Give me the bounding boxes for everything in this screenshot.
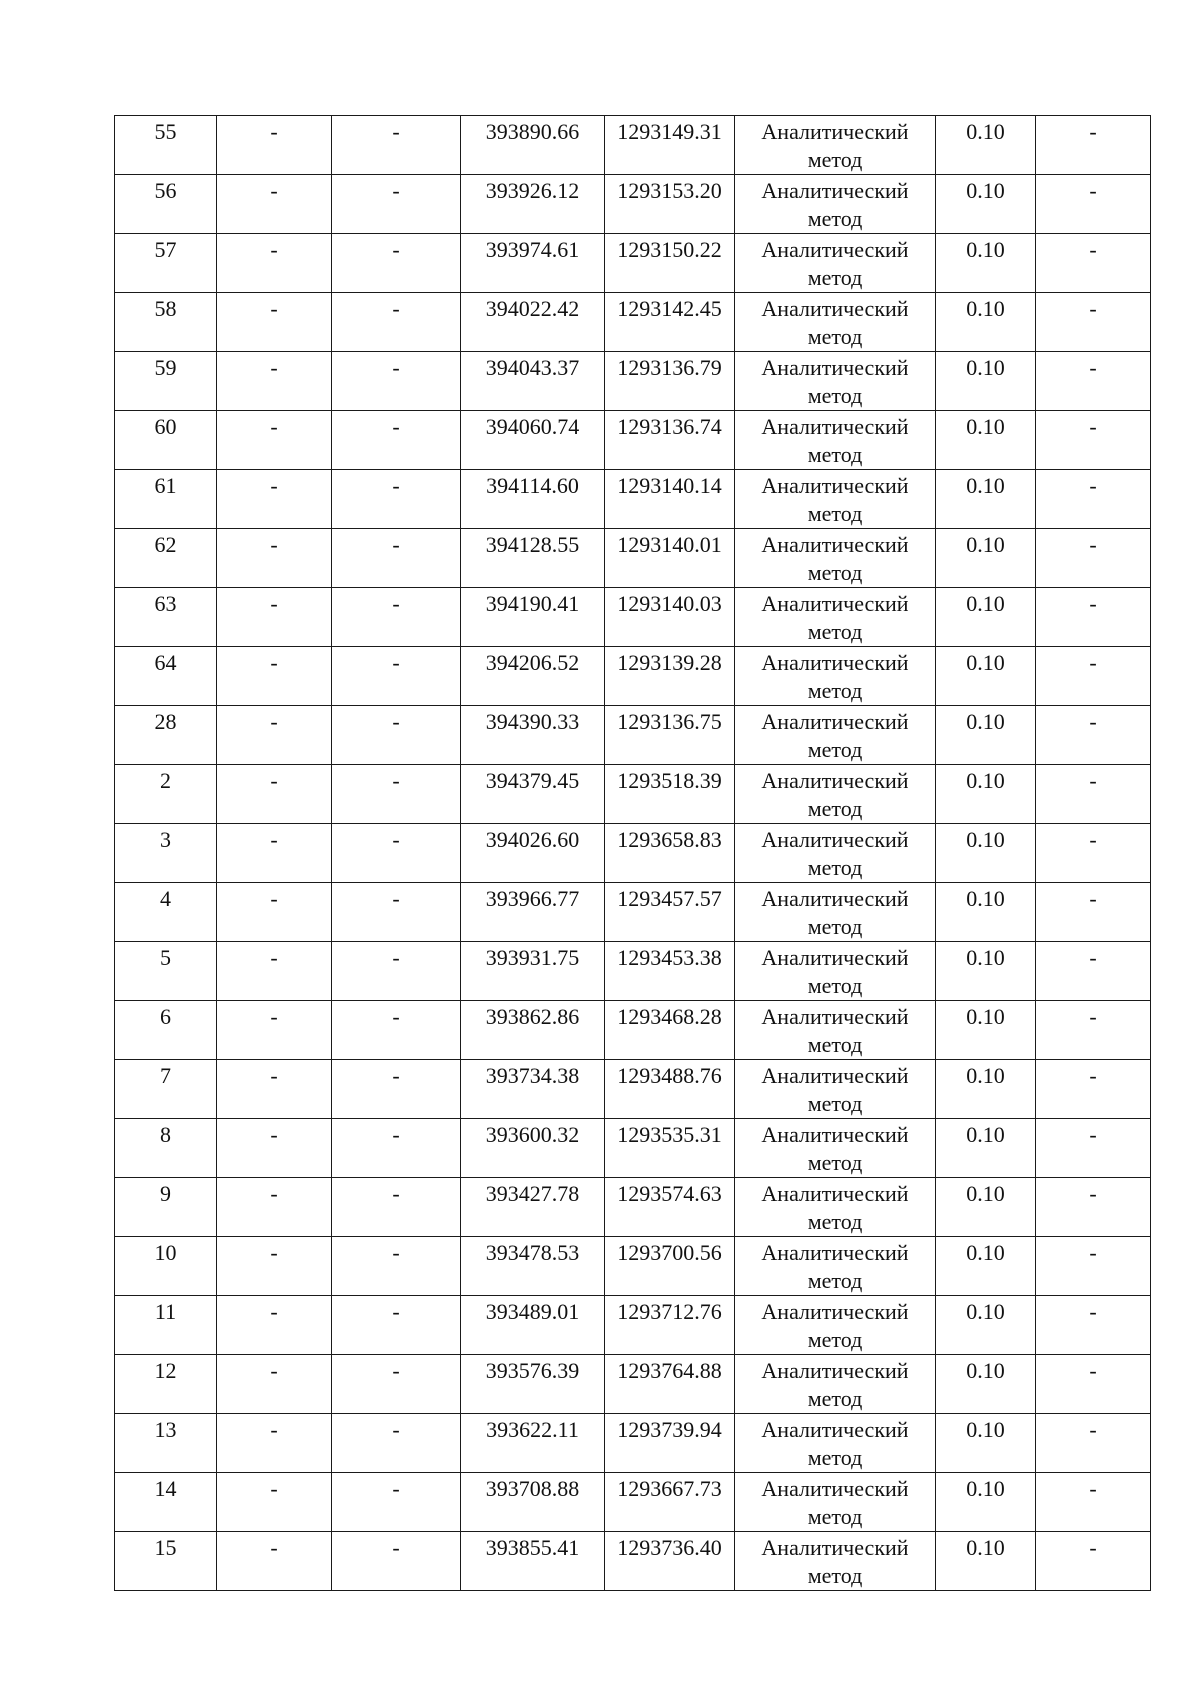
cell-column-3: - <box>332 1473 461 1532</box>
method-line-1: Аналитический <box>761 1004 909 1029</box>
cell-coordinate-x: 393622.11 <box>461 1414 605 1473</box>
cell-accuracy: 0.10 <box>936 1532 1036 1591</box>
table-row <box>115 824 1151 883</box>
cell-coordinate-x: 394206.52 <box>461 647 605 706</box>
cell-column-8: - <box>1036 1414 1151 1473</box>
cell-column-3: - <box>332 234 461 293</box>
method-line-2: метод <box>807 737 863 762</box>
cell-accuracy: 0.10 <box>936 942 1036 1001</box>
cell-method <box>735 1060 936 1119</box>
cell-column-8: - <box>1036 706 1151 765</box>
cell-method <box>735 1001 936 1060</box>
cell-coordinate-y: 1293149.31 <box>605 116 735 175</box>
method-line-1: Аналитический <box>761 945 909 970</box>
cell-method <box>735 470 936 529</box>
cell-method <box>735 1237 936 1296</box>
cell-point-number: 57 <box>115 234 217 293</box>
method-line-1: Аналитический <box>761 178 909 203</box>
cell-column-8: - <box>1036 411 1151 470</box>
cell-column-3: - <box>332 529 461 588</box>
method-line-1: Аналитический <box>761 1535 909 1560</box>
table-row <box>115 529 1151 588</box>
cell-coordinate-x: 393890.66 <box>461 116 605 175</box>
cell-column-3: - <box>332 293 461 352</box>
method-line-2: метод <box>807 265 863 290</box>
cell-column-8: - <box>1036 765 1151 824</box>
table-row <box>115 411 1151 470</box>
method-line-2: метод <box>807 914 863 939</box>
cell-coordinate-x: 393974.61 <box>461 234 605 293</box>
cell-method <box>735 234 936 293</box>
method-line-2: метод <box>807 1268 863 1293</box>
table-body <box>115 116 1151 1591</box>
method-line-2: метод <box>807 619 863 644</box>
method-line-1: Аналитический <box>761 1122 909 1147</box>
cell-column-2: - <box>217 352 332 411</box>
cell-point-number: 5 <box>115 942 217 1001</box>
cell-coordinate-x: 393576.39 <box>461 1355 605 1414</box>
cell-column-2: - <box>217 1532 332 1591</box>
cell-accuracy: 0.10 <box>936 824 1036 883</box>
cell-point-number: 62 <box>115 529 217 588</box>
cell-column-8: - <box>1036 1532 1151 1591</box>
method-line-2: метод <box>807 1563 863 1588</box>
cell-coordinate-x: 393931.75 <box>461 942 605 1001</box>
cell-column-8: - <box>1036 824 1151 883</box>
table-row <box>115 883 1151 942</box>
method-line-2: метод <box>807 796 863 821</box>
cell-coordinate-y: 1293140.03 <box>605 588 735 647</box>
method-line-1: Аналитический <box>761 119 909 144</box>
method-line-1: Аналитический <box>761 1358 909 1383</box>
cell-method <box>735 765 936 824</box>
table-row <box>115 765 1151 824</box>
cell-column-3: - <box>332 1060 461 1119</box>
cell-column-8: - <box>1036 1237 1151 1296</box>
cell-column-8: - <box>1036 1473 1151 1532</box>
cell-accuracy: 0.10 <box>936 529 1036 588</box>
cell-point-number: 59 <box>115 352 217 411</box>
cell-column-8: - <box>1036 293 1151 352</box>
cell-column-3: - <box>332 1119 461 1178</box>
cell-column-2: - <box>217 470 332 529</box>
cell-coordinate-y: 1293658.83 <box>605 824 735 883</box>
table-row <box>115 588 1151 647</box>
cell-column-8: - <box>1036 1178 1151 1237</box>
cell-method <box>735 1414 936 1473</box>
cell-method <box>735 1178 936 1237</box>
cell-method <box>735 942 936 1001</box>
cell-method <box>735 1532 936 1591</box>
cell-column-3: - <box>332 1414 461 1473</box>
cell-coordinate-y: 1293535.31 <box>605 1119 735 1178</box>
method-line-2: метод <box>807 1150 863 1175</box>
cell-column-3: - <box>332 1001 461 1060</box>
cell-accuracy: 0.10 <box>936 470 1036 529</box>
cell-coordinate-y: 1293136.74 <box>605 411 735 470</box>
cell-coordinate-x: 394043.37 <box>461 352 605 411</box>
cell-column-2: - <box>217 1001 332 1060</box>
cell-coordinate-x: 394114.60 <box>461 470 605 529</box>
cell-accuracy: 0.10 <box>936 234 1036 293</box>
table-row <box>115 1001 1151 1060</box>
cell-column-3: - <box>332 352 461 411</box>
method-line-1: Аналитический <box>761 1417 909 1442</box>
cell-point-number: 12 <box>115 1355 217 1414</box>
cell-column-8: - <box>1036 352 1151 411</box>
cell-column-2: - <box>217 1414 332 1473</box>
cell-coordinate-y: 1293140.14 <box>605 470 735 529</box>
cell-method <box>735 1473 936 1532</box>
cell-point-number: 4 <box>115 883 217 942</box>
cell-coordinate-x: 393478.53 <box>461 1237 605 1296</box>
cell-coordinate-y: 1293136.79 <box>605 352 735 411</box>
table-row <box>115 706 1151 765</box>
cell-method <box>735 529 936 588</box>
cell-accuracy: 0.10 <box>936 765 1036 824</box>
cell-coordinate-y: 1293142.45 <box>605 293 735 352</box>
cell-coordinate-y: 1293700.56 <box>605 1237 735 1296</box>
cell-column-8: - <box>1036 1060 1151 1119</box>
cell-column-3: - <box>332 706 461 765</box>
cell-coordinate-x: 394128.55 <box>461 529 605 588</box>
table-row <box>115 942 1151 1001</box>
method-line-1: Аналитический <box>761 1476 909 1501</box>
cell-method <box>735 706 936 765</box>
cell-accuracy: 0.10 <box>936 1296 1036 1355</box>
cell-coordinate-x: 394022.42 <box>461 293 605 352</box>
table-row <box>115 470 1151 529</box>
cell-column-2: - <box>217 588 332 647</box>
cell-column-2: - <box>217 824 332 883</box>
table-row <box>115 293 1151 352</box>
method-line-2: метод <box>807 1386 863 1411</box>
table-row <box>115 1532 1151 1591</box>
cell-column-2: - <box>217 765 332 824</box>
cell-coordinate-y: 1293136.75 <box>605 706 735 765</box>
cell-point-number: 58 <box>115 293 217 352</box>
cell-accuracy: 0.10 <box>936 588 1036 647</box>
method-line-2: метод <box>807 383 863 408</box>
method-line-1: Аналитический <box>761 473 909 498</box>
cell-coordinate-y: 1293468.28 <box>605 1001 735 1060</box>
cell-coordinate-y: 1293736.40 <box>605 1532 735 1591</box>
table-row <box>115 1178 1151 1237</box>
cell-accuracy: 0.10 <box>936 175 1036 234</box>
cell-column-2: - <box>217 116 332 175</box>
cell-coordinate-y: 1293764.88 <box>605 1355 735 1414</box>
method-line-2: метод <box>807 560 863 585</box>
cell-coordinate-y: 1293150.22 <box>605 234 735 293</box>
cell-coordinate-y: 1293140.01 <box>605 529 735 588</box>
cell-coordinate-x: 393966.77 <box>461 883 605 942</box>
cell-coordinate-y: 1293488.76 <box>605 1060 735 1119</box>
method-line-2: метод <box>807 1209 863 1234</box>
method-line-1: Аналитический <box>761 296 909 321</box>
cell-column-8: - <box>1036 116 1151 175</box>
cell-accuracy: 0.10 <box>936 1001 1036 1060</box>
cell-column-2: - <box>217 1237 332 1296</box>
method-line-2: метод <box>807 1327 863 1352</box>
cell-point-number: 55 <box>115 116 217 175</box>
cell-method <box>735 1355 936 1414</box>
table-row <box>115 1473 1151 1532</box>
cell-coordinate-x: 393926.12 <box>461 175 605 234</box>
cell-point-number: 9 <box>115 1178 217 1237</box>
cell-column-3: - <box>332 765 461 824</box>
cell-column-8: - <box>1036 942 1151 1001</box>
cell-method <box>735 293 936 352</box>
cell-point-number: 64 <box>115 647 217 706</box>
cell-method <box>735 883 936 942</box>
method-line-1: Аналитический <box>761 1299 909 1324</box>
cell-accuracy: 0.10 <box>936 1473 1036 1532</box>
table-row <box>115 352 1151 411</box>
cell-coordinate-x: 393855.41 <box>461 1532 605 1591</box>
cell-point-number: 56 <box>115 175 217 234</box>
cell-coordinate-x: 394190.41 <box>461 588 605 647</box>
cell-coordinate-y: 1293453.38 <box>605 942 735 1001</box>
cell-column-2: - <box>217 1119 332 1178</box>
cell-column-2: - <box>217 1060 332 1119</box>
cell-coordinate-x: 394026.60 <box>461 824 605 883</box>
cell-accuracy: 0.10 <box>936 1178 1036 1237</box>
method-line-2: метод <box>807 442 863 467</box>
cell-column-2: - <box>217 529 332 588</box>
cell-accuracy: 0.10 <box>936 116 1036 175</box>
method-line-2: метод <box>807 1091 863 1116</box>
method-line-2: метод <box>807 1445 863 1470</box>
cell-method <box>735 411 936 470</box>
cell-column-2: - <box>217 706 332 765</box>
cell-column-3: - <box>332 1237 461 1296</box>
cell-coordinate-x: 393862.86 <box>461 1001 605 1060</box>
cell-column-2: - <box>217 942 332 1001</box>
cell-point-number: 63 <box>115 588 217 647</box>
table-row <box>115 1119 1151 1178</box>
table-row <box>115 1060 1151 1119</box>
method-line-2: метод <box>807 324 863 349</box>
cell-method <box>735 1296 936 1355</box>
cell-column-3: - <box>332 824 461 883</box>
table-row <box>115 1355 1151 1414</box>
cell-coordinate-x: 393734.38 <box>461 1060 605 1119</box>
cell-point-number: 61 <box>115 470 217 529</box>
cell-column-3: - <box>332 883 461 942</box>
cell-accuracy: 0.10 <box>936 293 1036 352</box>
cell-point-number: 10 <box>115 1237 217 1296</box>
table-row <box>115 116 1151 175</box>
cell-column-8: - <box>1036 234 1151 293</box>
table-row <box>115 647 1151 706</box>
cell-coordinate-y: 1293518.39 <box>605 765 735 824</box>
cell-point-number: 2 <box>115 765 217 824</box>
cell-coordinate-y: 1293153.20 <box>605 175 735 234</box>
cell-column-3: - <box>332 647 461 706</box>
cell-column-2: - <box>217 234 332 293</box>
cell-column-2: - <box>217 883 332 942</box>
cell-coordinate-y: 1293574.63 <box>605 1178 735 1237</box>
cell-accuracy: 0.10 <box>936 1060 1036 1119</box>
cell-column-3: - <box>332 1532 461 1591</box>
method-line-1: Аналитический <box>761 709 909 734</box>
method-line-1: Аналитический <box>761 532 909 557</box>
cell-column-8: - <box>1036 647 1151 706</box>
cell-column-2: - <box>217 293 332 352</box>
cell-column-3: - <box>332 1296 461 1355</box>
cell-coordinate-x: 394379.45 <box>461 765 605 824</box>
cell-point-number: 3 <box>115 824 217 883</box>
cell-column-3: - <box>332 411 461 470</box>
cell-point-number: 15 <box>115 1532 217 1591</box>
cell-point-number: 8 <box>115 1119 217 1178</box>
cell-coordinate-x: 393708.88 <box>461 1473 605 1532</box>
cell-column-3: - <box>332 1355 461 1414</box>
cell-coordinate-x: 393600.32 <box>461 1119 605 1178</box>
cell-method <box>735 647 936 706</box>
cell-accuracy: 0.10 <box>936 647 1036 706</box>
method-line-2: метод <box>807 973 863 998</box>
cell-column-2: - <box>217 411 332 470</box>
method-line-1: Аналитический <box>761 414 909 439</box>
cell-method <box>735 1119 936 1178</box>
cell-column-8: - <box>1036 1119 1151 1178</box>
cell-method <box>735 352 936 411</box>
cell-column-8: - <box>1036 470 1151 529</box>
cell-accuracy: 0.10 <box>936 352 1036 411</box>
method-line-1: Аналитический <box>761 650 909 675</box>
table-row <box>115 234 1151 293</box>
method-line-1: Аналитический <box>761 237 909 262</box>
cell-point-number: 14 <box>115 1473 217 1532</box>
table-row <box>115 1296 1151 1355</box>
cell-method <box>735 175 936 234</box>
cell-coordinate-x: 393489.01 <box>461 1296 605 1355</box>
cell-accuracy: 0.10 <box>936 706 1036 765</box>
cell-column-3: - <box>332 470 461 529</box>
method-line-1: Аналитический <box>761 1181 909 1206</box>
method-line-2: метод <box>807 501 863 526</box>
cell-coordinate-y: 1293667.73 <box>605 1473 735 1532</box>
cell-point-number: 11 <box>115 1296 217 1355</box>
table-row <box>115 1237 1151 1296</box>
method-line-1: Аналитический <box>761 886 909 911</box>
cell-accuracy: 0.10 <box>936 883 1036 942</box>
cell-column-8: - <box>1036 1355 1151 1414</box>
cell-coordinate-x: 394060.74 <box>461 411 605 470</box>
method-line-2: метод <box>807 1032 863 1057</box>
cell-coordinate-x: 394390.33 <box>461 706 605 765</box>
coordinates-table <box>114 115 1151 1591</box>
cell-method <box>735 824 936 883</box>
cell-column-2: - <box>217 1355 332 1414</box>
cell-column-8: - <box>1036 1001 1151 1060</box>
cell-column-8: - <box>1036 883 1151 942</box>
cell-coordinate-y: 1293712.76 <box>605 1296 735 1355</box>
cell-coordinate-y: 1293739.94 <box>605 1414 735 1473</box>
cell-coordinate-y: 1293139.28 <box>605 647 735 706</box>
cell-column-2: - <box>217 175 332 234</box>
cell-point-number: 6 <box>115 1001 217 1060</box>
method-line-1: Аналитический <box>761 355 909 380</box>
cell-point-number: 28 <box>115 706 217 765</box>
cell-accuracy: 0.10 <box>936 411 1036 470</box>
cell-column-2: - <box>217 1178 332 1237</box>
method-line-1: Аналитический <box>761 591 909 616</box>
method-line-2: метод <box>807 1504 863 1529</box>
cell-column-3: - <box>332 588 461 647</box>
cell-column-8: - <box>1036 588 1151 647</box>
cell-column-3: - <box>332 175 461 234</box>
cell-accuracy: 0.10 <box>936 1355 1036 1414</box>
table-row <box>115 1414 1151 1473</box>
cell-method <box>735 116 936 175</box>
cell-column-2: - <box>217 1296 332 1355</box>
cell-column-8: - <box>1036 529 1151 588</box>
method-line-1: Аналитический <box>761 1240 909 1265</box>
cell-column-3: - <box>332 116 461 175</box>
method-line-2: метод <box>807 678 863 703</box>
cell-column-3: - <box>332 942 461 1001</box>
method-line-2: метод <box>807 147 863 172</box>
cell-point-number: 7 <box>115 1060 217 1119</box>
method-line-1: Аналитический <box>761 768 909 793</box>
table-row <box>115 175 1151 234</box>
cell-point-number: 60 <box>115 411 217 470</box>
method-line-2: метод <box>807 855 863 880</box>
cell-column-2: - <box>217 647 332 706</box>
cell-accuracy: 0.10 <box>936 1414 1036 1473</box>
method-line-1: Аналитический <box>761 1063 909 1088</box>
cell-column-3: - <box>332 1178 461 1237</box>
cell-point-number: 13 <box>115 1414 217 1473</box>
cell-coordinate-x: 393427.78 <box>461 1178 605 1237</box>
method-line-1: Аналитический <box>761 827 909 852</box>
method-line-2: метод <box>807 206 863 231</box>
cell-method <box>735 588 936 647</box>
cell-column-8: - <box>1036 175 1151 234</box>
cell-column-2: - <box>217 1473 332 1532</box>
cell-column-8: - <box>1036 1296 1151 1355</box>
cell-coordinate-y: 1293457.57 <box>605 883 735 942</box>
cell-accuracy: 0.10 <box>936 1119 1036 1178</box>
cell-accuracy: 0.10 <box>936 1237 1036 1296</box>
